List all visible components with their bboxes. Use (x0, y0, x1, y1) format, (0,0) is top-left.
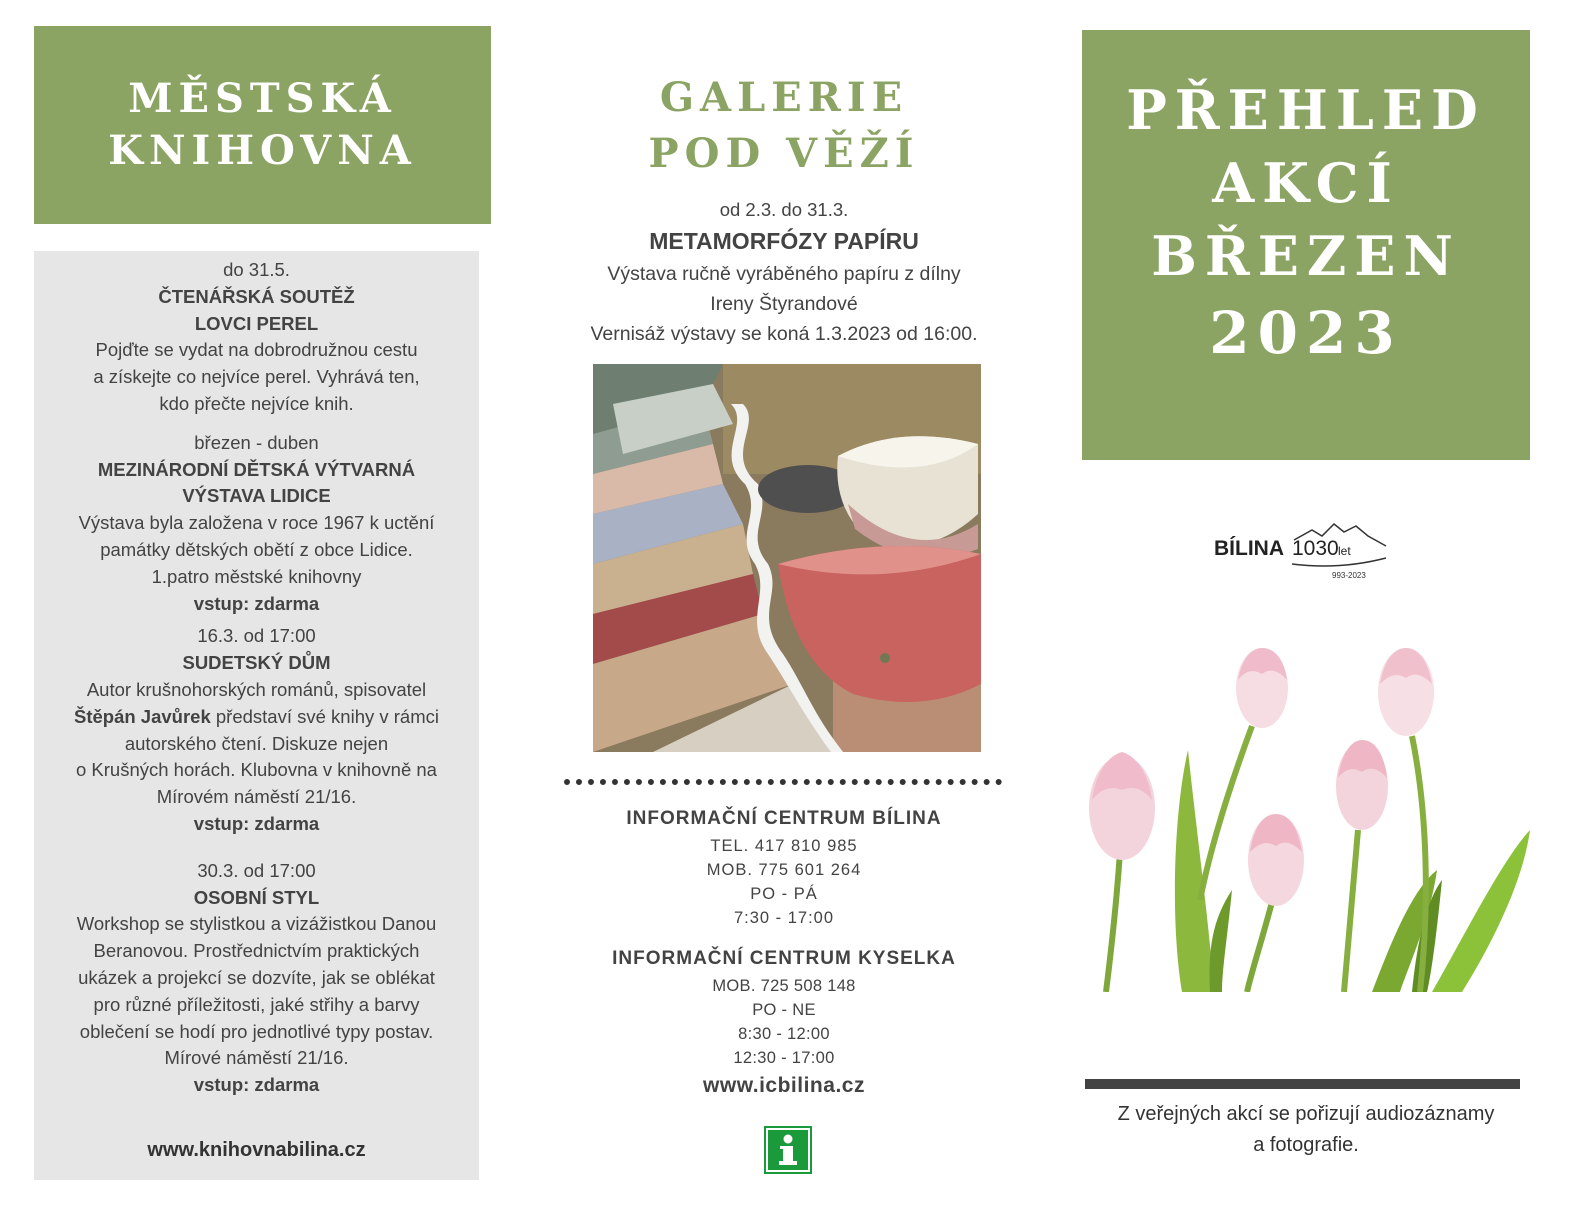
event-description: Beranovou. Prostřednictvím praktických (93, 940, 420, 962)
event-description: kdo přečte nejvíce knih. (159, 392, 354, 414)
event-date: 30.3. od 17:00 (197, 859, 316, 881)
event-title: ČTENÁŘSKÁ SOUTĚŽ (158, 285, 355, 307)
event-description: oblečení se hodí pro jednotlivé typy postav. (79, 1020, 434, 1042)
svg-text:1030: 1030 (1292, 537, 1339, 560)
cover-title-block (1082, 30, 1530, 460)
info-center-days: PO - NE (752, 1001, 816, 1019)
author-name: Štěpán Javůrek (73, 705, 211, 727)
info-center-mobile: MOB. 725 508 148 (712, 977, 856, 995)
library-title-line2: KNIHOVNA (108, 127, 417, 174)
event-date: do 31.5. (223, 259, 290, 280)
event-entry: vstup: zdarma (193, 1074, 320, 1096)
event-description: ukázek a projekcí se dozvíte, jak se oblékat (78, 966, 435, 988)
event-title: VÝSTAVA LIDICE (182, 485, 331, 507)
info-center-kyselka (566, 944, 1002, 1102)
cover-line1: PŘEHLED (1126, 78, 1486, 142)
gallery-title-line1: GALERIE (659, 74, 909, 121)
library-website-link[interactable]: www.knihovnabilina.cz (147, 1139, 366, 1161)
svg-text:BÍLINA: BÍLINA (1214, 537, 1284, 560)
information-icon (764, 1126, 812, 1174)
info-center-days: PO - PÁ (750, 885, 818, 903)
event-personal-style (34, 858, 479, 1099)
event-description: Mírové náměstí 21/16. (164, 1047, 349, 1069)
svg-text:let: let (1338, 544, 1351, 558)
gallery-title-line2: POD VĚŽÍ (648, 130, 920, 177)
event-title: MEZINÁRODNÍ DĚTSKÁ VÝTVARNÁ (97, 458, 416, 480)
event-title: LOVCI PEREL (194, 312, 319, 334)
tulip-flower (1089, 752, 1155, 860)
info-website-link[interactable]: www.icbilina.cz (703, 1074, 865, 1097)
info-center-name: INFORMAČNÍ CENTRUM KYSELKA (612, 948, 956, 969)
event-date: 16.3. od 17:00 (197, 625, 316, 647)
event-description: a získejte co nejvíce perel. Vyhrává ten, (93, 366, 420, 388)
event-date: březen - duben (194, 431, 319, 453)
tulips-image (1082, 640, 1532, 992)
exhibition-description: Vernisáž výstavy se koná 1.3.2023 od 16:00. (590, 323, 978, 345)
library-events-panel (34, 251, 479, 1180)
exhibition-date: od 2.3. do 31.3. (719, 199, 849, 220)
event-entry: vstup: zdarma (193, 592, 320, 614)
bilina-1030-logo (1210, 512, 1394, 584)
footer-divider-bar (1085, 1079, 1520, 1089)
handmade-paper-photo (593, 364, 981, 752)
gallery-title (566, 70, 1002, 182)
event-title: SUDETSKÝ DŮM (182, 652, 331, 674)
info-center-hours: 7:30 - 17:00 (733, 909, 835, 927)
event-description: Mírovém náměstí 21/16. (156, 786, 357, 808)
event-description: Autor krušnohorských románů, spisovatel (86, 678, 427, 700)
info-center-hours: 8:30 - 12:00 (738, 1025, 830, 1043)
event-description: památky dětských obětí z obce Lidice. (100, 538, 413, 560)
info-center-phone: TEL. 417 810 985 (710, 837, 858, 855)
event-reading-contest (34, 257, 479, 418)
gallery-exhibition-info (556, 197, 1012, 349)
library-title-line1: MĚSTSKÁ (128, 75, 397, 122)
info-center-hours: 12:30 - 17:00 (733, 1049, 835, 1067)
cover-year: 2023 (1209, 299, 1403, 367)
svg-text:993-2023: 993-2023 (1332, 571, 1366, 580)
event-entry: vstup: zdarma (193, 812, 320, 834)
event-lidice-exhibition (34, 430, 479, 618)
cover-line3: BŘEZEN (1151, 224, 1461, 288)
info-center-name: INFORMAČNÍ CENTRUM BÍLINA (626, 808, 942, 829)
exhibition-name: METAMORFÓZY PAPÍRU (649, 228, 919, 254)
notice-line: a fotografie. (1253, 1134, 1359, 1156)
event-title: OSOBNÍ STYL (193, 886, 320, 908)
info-center-bilina (566, 804, 1002, 930)
recording-notice (1085, 1099, 1527, 1161)
exhibition-description: Ireny Štyrandové (710, 293, 858, 315)
event-description: o Krušných horách. Klubovna v knihovně na (76, 759, 437, 781)
event-description-author (34, 704, 479, 731)
library-title-block (34, 26, 491, 224)
info-center-mobile: MOB. 775 601 264 (706, 861, 862, 879)
notice-line: Z veřejných akcí se pořizují audiozáznamy (1117, 1103, 1495, 1125)
exhibition-description: Výstava ručně vyráběného papíru z dílny (607, 263, 961, 285)
dotted-divider (564, 779, 1002, 785)
event-sudetsky-dum (34, 623, 479, 837)
event-description: 1.patro městské knihovny (151, 565, 362, 587)
event-description: pro různé příležitosti, jaké střihy a barvy (93, 993, 420, 1015)
event-description: Pojďte se vydat na dobrodružnou cestu (95, 339, 418, 361)
author-text: představí své knihy v rámci (210, 705, 439, 727)
event-description: Výstava byla založena v roce 1967 k uctění (78, 512, 435, 534)
cover-line2: AKCÍ (1212, 151, 1400, 215)
event-description: Workshop se stylistkou a vizážistkou Danou (76, 913, 437, 935)
event-description: autorského čtení. Diskuze nejen (124, 732, 389, 754)
